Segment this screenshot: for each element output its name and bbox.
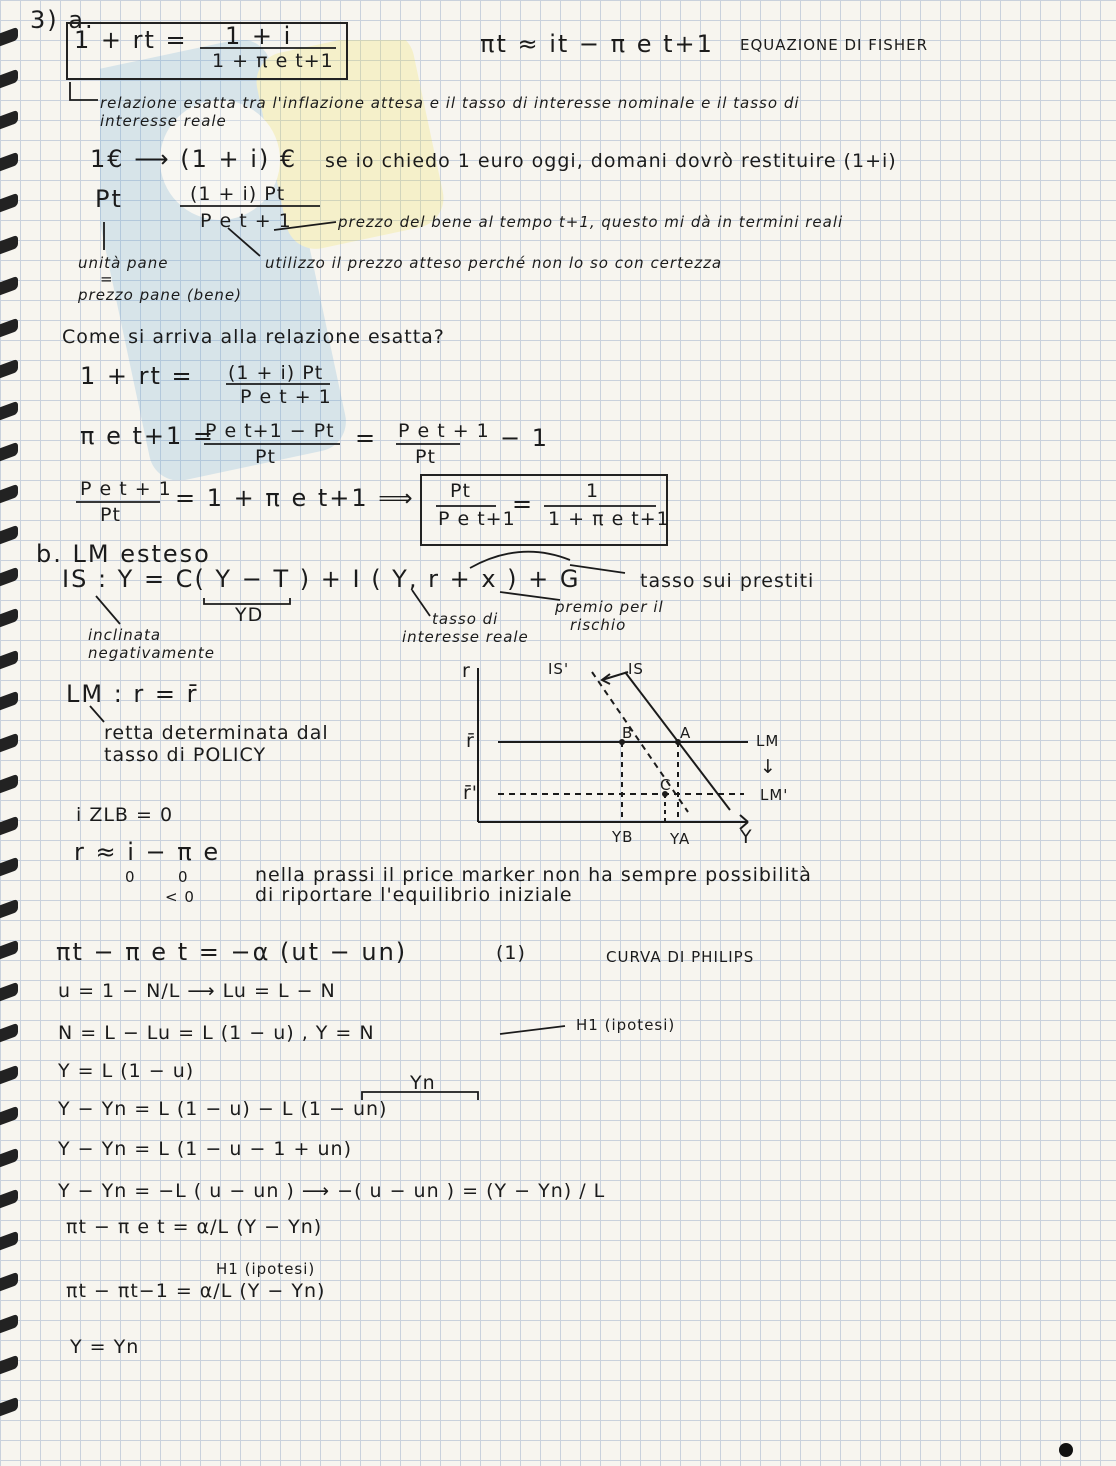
deriv-l2-tail: − 1 bbox=[500, 424, 550, 452]
yb-label: YB bbox=[612, 828, 634, 846]
box-den2: 1 + π e t+1 bbox=[548, 508, 670, 530]
phillips-l10: Y = Yn bbox=[70, 1336, 140, 1358]
deriv-l3-den: Pt bbox=[100, 504, 121, 526]
phillips-l6: Y − Yn = L (1 − u − 1 + un) bbox=[58, 1138, 353, 1160]
point-b-label: B bbox=[622, 724, 634, 742]
fisher-approx: πt ≈ it − π e t+1 bbox=[480, 30, 714, 58]
graph-y-label: r bbox=[462, 660, 471, 682]
real-rate-2: interesse reale bbox=[402, 628, 529, 646]
euro-text: se io chiedo 1 euro oggi, domani dovrò restituire (1+i) bbox=[325, 150, 897, 172]
phillips-l3: N = L − Lu = L (1 − u) , Y = N bbox=[58, 1022, 375, 1044]
deriv-l2-eq: = bbox=[355, 424, 378, 452]
is-equation: IS : Y = C( Y − T ) + I ( Y, r + x ) + G bbox=[62, 565, 581, 593]
lm-label: LM bbox=[756, 732, 780, 750]
pt-den: P e t + 1 bbox=[200, 210, 292, 232]
ya-label: YA bbox=[670, 830, 691, 848]
price-note: prezzo del bene al tempo t+1, questo mi dà in termini reali bbox=[338, 213, 844, 231]
pi-zero: 0 bbox=[178, 868, 189, 886]
relation-note-2: interesse reale bbox=[100, 112, 227, 130]
yn-overbrace: Yn bbox=[410, 1072, 436, 1094]
r-bar-prime-label: r̄' bbox=[463, 782, 479, 804]
exercise-label: 3) a. bbox=[30, 6, 95, 34]
deriv-l3-mid: = 1 + π e t+1 ⟹ bbox=[175, 484, 415, 512]
hyp-arrow bbox=[500, 1026, 565, 1034]
yn-brace bbox=[362, 1092, 478, 1100]
unit-label-2: prezzo pane (bene) bbox=[78, 286, 243, 304]
r-bar-label: r̄ bbox=[466, 730, 475, 752]
phillips-l4: Y = L (1 − u) bbox=[58, 1060, 195, 1082]
fisher-name: EQUAZIONE DI FISHER bbox=[740, 36, 928, 54]
lt-zero: < 0 bbox=[165, 888, 195, 906]
deriv-l1-num: (1 + i) Pt bbox=[228, 362, 324, 384]
graph-x-label: Y bbox=[740, 826, 753, 848]
loan-rate-note: tasso sui prestiti bbox=[640, 570, 815, 592]
slope-note-2: negativamente bbox=[88, 644, 216, 662]
derivation-question: Come si arriva alla relazione esatta? bbox=[62, 326, 445, 348]
deriv-l2-den: Pt bbox=[255, 446, 276, 468]
r-approx: r ≈ i − π e bbox=[74, 838, 221, 866]
slope-note-1: inclinata bbox=[88, 626, 162, 644]
pt-label: Pt bbox=[95, 185, 123, 213]
deriv-l1-den: P e t + 1 bbox=[240, 386, 332, 408]
box-den: P e t+1 bbox=[438, 508, 516, 530]
box-num: Pt bbox=[450, 480, 471, 502]
deriv-l2-num: P e t+1 − Pt bbox=[205, 420, 335, 442]
phillips-l8: πt − π e t = α/L (Y − Yn) bbox=[66, 1216, 323, 1238]
fisher-den: 1 + π e t+1 bbox=[212, 50, 334, 72]
phillips-eq1: πt − π e t = −α (ut − un) bbox=[56, 938, 408, 966]
unit-eq: = bbox=[100, 270, 114, 288]
deriv-l3-num: P e t + 1 bbox=[80, 478, 172, 500]
risk-premium-2: rischio bbox=[570, 616, 627, 634]
point-a-label: A bbox=[680, 724, 692, 742]
deriv-l2-num2: P e t + 1 bbox=[398, 420, 490, 442]
deriv-l2-lhs: π e t+1 = bbox=[80, 422, 215, 450]
phillips-l7: Y − Yn = −L ( u − un ) ⟶ −( u − un ) = (Y − Yn) / L bbox=[58, 1180, 606, 1202]
phillips-l2: u = 1 − N/L ⟶ Lu = L − N bbox=[58, 980, 336, 1002]
point-c-label: C bbox=[660, 776, 672, 794]
zlb-note-2: di riportare l'equilibrio iniziale bbox=[255, 884, 573, 906]
lm-note-1: retta determinata dal bbox=[104, 722, 329, 744]
relation-note-1: relazione esatta tra l'inflazione attesa e il tasso di interesse nominale e il tasso di bbox=[100, 94, 800, 112]
is-label: IS bbox=[628, 660, 644, 678]
i-zero: 0 bbox=[125, 868, 136, 886]
fisher-num: 1 + i bbox=[225, 22, 293, 50]
yd-label: YD bbox=[235, 604, 264, 626]
expected-note: utilizzo il prezzo atteso perché non lo so con certezza bbox=[265, 254, 723, 272]
euro-lhs: 1€ ⟶ (1 + i) € bbox=[90, 145, 298, 173]
zlb-note-1: nella prassi il price marker non ha sempre possibilità bbox=[255, 864, 812, 886]
phillips-l5: Y − Yn = L (1 − u) − L (1 − un) bbox=[58, 1098, 388, 1120]
unit-label-1: unità pane bbox=[78, 254, 169, 272]
lm-section-title: b. LM esteso bbox=[36, 540, 211, 568]
zlb-label: i ZLB = 0 bbox=[76, 804, 174, 826]
fisher-lhs: 1 + rt = bbox=[74, 26, 188, 54]
lm-down-arrow: ↓ bbox=[760, 756, 777, 778]
pt-num: (1 + i) Pt bbox=[190, 183, 286, 205]
box-eq: = bbox=[512, 490, 535, 518]
phillips-hyp2: H1 (ipotesi) bbox=[216, 1260, 316, 1278]
risk-premium-1: premio per il bbox=[555, 598, 664, 616]
lm-shift-label: LM' bbox=[760, 786, 789, 804]
real-rate-1: tasso di bbox=[432, 610, 499, 628]
phillips-title: CURVA DI PHILIPS bbox=[606, 948, 755, 966]
box-num2: 1 bbox=[586, 480, 600, 502]
is-shift-label: IS' bbox=[548, 660, 570, 678]
lm-equation: LM : r = r̄ bbox=[66, 680, 199, 708]
phillips-l9: πt − πt−1 = α/L (Y − Yn) bbox=[66, 1280, 326, 1302]
phillips-hyp: H1 (ipotesi) bbox=[576, 1016, 676, 1034]
phillips-eq1-num: (1) bbox=[496, 942, 526, 964]
ink-dot bbox=[1059, 1443, 1073, 1457]
deriv-l1-lhs: 1 + rt = bbox=[80, 362, 194, 390]
deriv-l2-den2: Pt bbox=[415, 446, 436, 468]
lm-note-2: tasso di POLICY bbox=[104, 744, 267, 766]
